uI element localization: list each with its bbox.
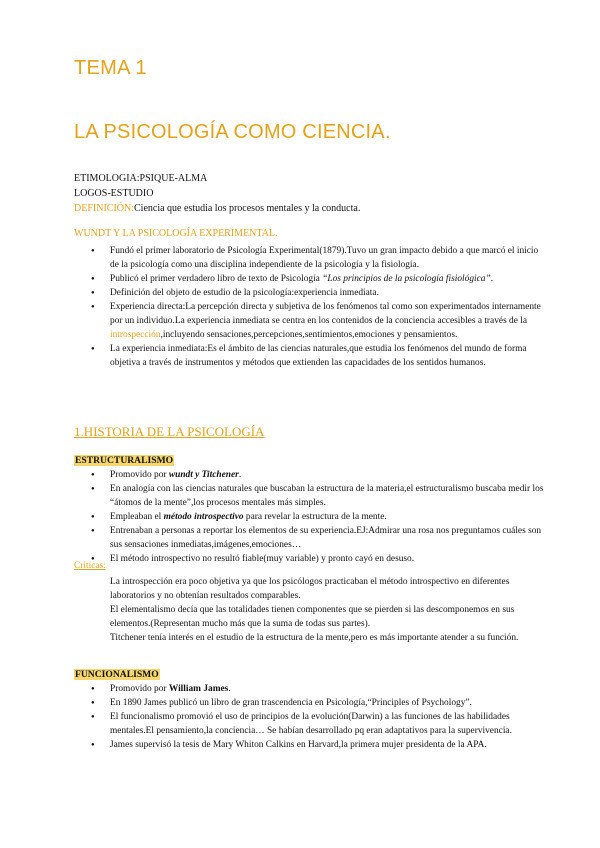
estructuralismo-list	[74, 468, 544, 566]
list-item-text: El funcionalismo promovió el uso de principios de la evolución(Darwin) a las funciones de las habilidades mentales.El pensamiento,la conciencia… Se habían desarrollado pq eran adaptativos para la supervivencia.	[110, 712, 512, 736]
list-item	[74, 696, 544, 710]
author-name: William James	[168, 684, 229, 694]
list-item-text: Definición del objeto de estudio de la psicología:experiencia inmediata.	[110, 288, 379, 298]
introspeccion-term: introspección	[110, 330, 161, 340]
estructuralismo-label: ESTRUCTURALISMO	[75, 455, 174, 466]
page-title: LA PSICOLOGÍA COMO CIENCIA.	[74, 121, 391, 143]
criticas-block	[110, 575, 534, 645]
list-item-text: James supervisó la tesis de Mary Whiton Calkins en Harvard,la primera mujer presidenta de la APA.	[110, 740, 487, 750]
list-item	[74, 552, 544, 566]
author-names: wundt y Titchener	[168, 470, 239, 480]
wundt-list	[74, 244, 544, 370]
definition-label: DEFINICIÓN:	[74, 203, 134, 214]
historia-heading: 1.HISTORIA DE LA PSICOLOGÍA	[74, 424, 265, 439]
list-item-text: En analogía con las ciencias naturales que buscaban la estructura de la materia,el estructuralismo buscaba medir los “átomos de la mente”,los procesos mentales más simples.	[110, 484, 544, 508]
definition-line	[74, 202, 360, 215]
method-term: método introspectivo	[163, 512, 244, 522]
list-item	[74, 272, 544, 286]
critica-paragraph: La introspección era poco objetiva ya que los psicólogos practicaban el método introspectivo en diferentes laboratorios y no obtenían resultados comparables.	[110, 577, 510, 601]
list-item-text: Publicó el primer verdadero libro de texto de Psicología	[110, 274, 323, 284]
criticas-label: Criticas:	[74, 561, 106, 571]
list-item	[74, 738, 544, 752]
critica-paragraph: Titchener tenía interés en el estudio de la estructura de la mente,pero es más importante atender a su función.	[110, 633, 519, 643]
list-item	[74, 286, 544, 300]
funcionalismo-list	[74, 682, 544, 752]
list-item-text: El método introspectivo no resultó fiable(muy variable) y pronto cayó en desuso.	[110, 554, 415, 564]
list-item-text: Entrenaban a personas a reportar los elementos de su experiencia.EJ:Admirar una rosa nos preguntamos cuáles son sus sensaciones inmediatas,imágenes,emociones…	[110, 526, 542, 550]
list-item-text: Experiencia directa:La percepción directa y subjetiva de los fenómenos tal como son experimentados internamente por un individuo.La experiencia inmediata se centra en los contenidos de la conciencia accesibles a través de la	[110, 302, 541, 326]
list-item	[74, 468, 544, 482]
list-item	[74, 710, 544, 738]
list-item	[74, 510, 544, 524]
list-item-text: La experiencia inmediata:Es el ámbito de las ciencias naturales,que estudia los fenómenos del mundo de forma objetiva a través de instrumentos y métodos que extienden las capacidades de los sentidos humanos.	[110, 344, 527, 368]
list-item-text: para revelar la estructura de la mente.	[243, 512, 387, 522]
funcionalismo-label: FUNCIONALISMO	[75, 669, 159, 680]
list-item-text: .	[238, 470, 242, 480]
list-item	[74, 524, 544, 552]
list-item-text: ,incluyendo sensaciones,percepciones,sentimientos,emociones y pensamientos.	[160, 330, 458, 340]
list-item-text: Empleaban el	[110, 512, 164, 522]
list-item	[74, 244, 544, 272]
list-item-text: Fundó el primer laboratorio de Psicología Experimental(1879).Tuvo un gran impacto debido a que marcó el inicio de la psicología como una disciplina independiente de la psicología y la fisiología.	[110, 246, 539, 270]
list-item-text: Promovido por	[110, 470, 169, 480]
list-item-text: .	[228, 684, 231, 694]
tema-heading: TEMA 1	[74, 57, 147, 79]
definition-text: Ciencia que estudia los procesos mentales y la conducta.	[134, 203, 361, 214]
funcionalismo-heading	[74, 669, 160, 680]
list-item-text: Promovido por	[110, 684, 169, 694]
list-item-text: En 1890 James publicó un libro de gran trascendencia en Psicología,“Principles of Psychology”.	[110, 698, 472, 708]
critica-paragraph: El elementalismo decía que las totalidades tienen componentes que se pierden si las descomponemos en sus elementos.(Representan mucho más que la suma de todas sus partes).	[110, 605, 515, 629]
etimologia-line-1: ETIMOLOGIA:PSIQUE-ALMA	[74, 173, 208, 184]
list-item-text: .	[490, 274, 494, 284]
etimologia-line-2: LOGOS-ESTUDIO	[74, 188, 154, 199]
wundt-heading: WUNDT Y LA PSICOLOGÍA EXPERIMENTAL.	[74, 228, 278, 239]
estructuralismo-heading	[74, 455, 174, 466]
list-item	[74, 482, 544, 510]
list-item	[74, 300, 544, 342]
list-item	[74, 342, 544, 370]
book-title: “Los principios de la psicología fisiológica”	[322, 274, 491, 284]
list-item	[74, 682, 544, 696]
